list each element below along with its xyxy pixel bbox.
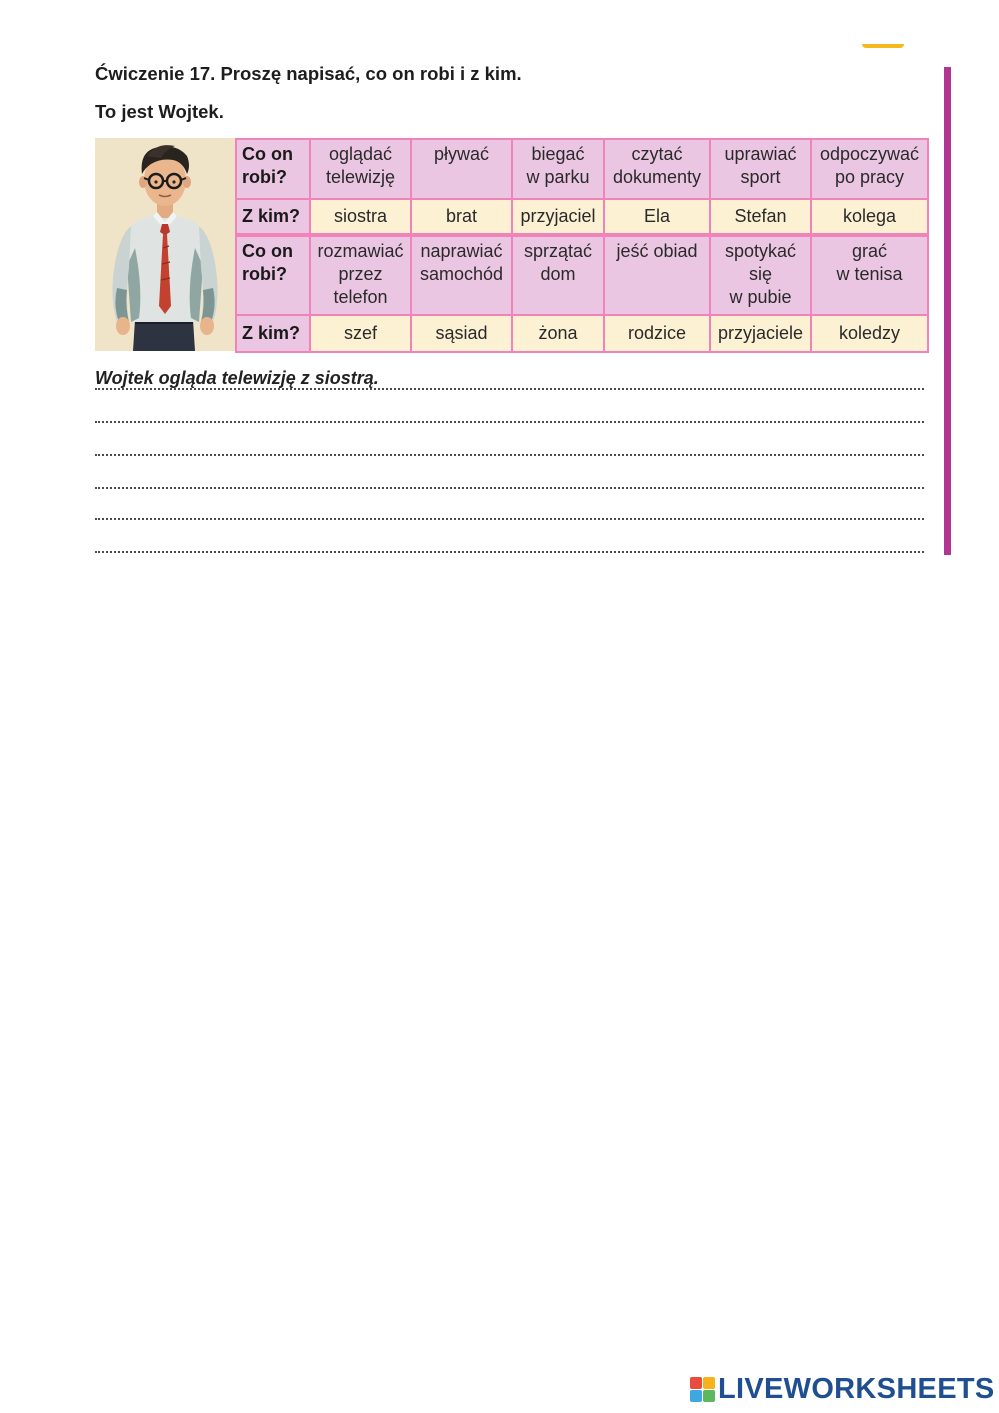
activity-cell: grać w tenisa (811, 235, 928, 315)
side-accent-bar (944, 67, 951, 555)
companion-cell: brat (411, 199, 512, 235)
activity-cell: spotykać się w pubie (710, 235, 811, 315)
companion-cell: sąsiad (411, 315, 512, 352)
activity-cell: jeść obiad (604, 235, 710, 315)
activity-cell: rozmawiać przez telefon (310, 235, 411, 315)
table-row-activities-2 (236, 235, 928, 315)
activity-cell: odpoczywać po pracy (811, 139, 928, 199)
activity-table (235, 138, 927, 351)
companion-cell: przyjaciele (710, 315, 811, 352)
answer-line[interactable] (95, 518, 924, 520)
table-row-companions-2 (236, 315, 928, 352)
activity-cell: pływać (411, 139, 512, 199)
companion-cell: siostra (310, 199, 411, 235)
companion-cell: szef (310, 315, 411, 352)
activity-cell: czytać dokumenty (604, 139, 710, 199)
row-header-what: Co on robi? (236, 235, 310, 315)
companion-cell: Ela (604, 199, 710, 235)
row-header-what: Co on robi? (236, 139, 310, 199)
top-accent-decoration (862, 44, 904, 48)
liveworksheets-logo-icon (690, 1377, 715, 1402)
answer-line[interactable] (95, 454, 924, 456)
row-header-with-whom: Z kim? (236, 199, 310, 235)
example-answer: Wojtek ogląda telewizję z siostrą. (95, 368, 379, 388)
companion-cell: koledzy (811, 315, 928, 352)
exercise-subtitle: To jest Wojtek. (95, 101, 224, 122)
answer-line[interactable] (95, 551, 924, 553)
companion-cell: żona (512, 315, 604, 352)
activity-cell: uprawiać sport (710, 139, 811, 199)
answer-line[interactable] (95, 388, 924, 390)
activity-cell: naprawiać samochód (411, 235, 512, 315)
liveworksheets-brand (690, 1373, 995, 1405)
activity-cell: biegać w parku (512, 139, 604, 199)
answer-line[interactable] (95, 487, 924, 489)
companion-cell: rodzice (604, 315, 710, 352)
wojtek-illustration (95, 138, 235, 351)
exercise-title: Ćwiczenie 17. Proszę napisać, co on robi i z kim. (95, 63, 522, 84)
activity-cell: sprzątać dom (512, 235, 604, 315)
companion-cell: kolega (811, 199, 928, 235)
companion-cell: przyjaciel (512, 199, 604, 235)
answer-line[interactable] (95, 421, 924, 423)
table-row-activities-1 (236, 139, 928, 199)
man-with-glasses-icon (95, 138, 235, 351)
table-row-companions-1 (236, 199, 928, 235)
activity-cell: oglądać telewizję (310, 139, 411, 199)
row-header-with-whom: Z kim? (236, 315, 310, 352)
companion-cell: Stefan (710, 199, 811, 235)
brand-name: LIVEWORKSHEETS (718, 1372, 995, 1405)
